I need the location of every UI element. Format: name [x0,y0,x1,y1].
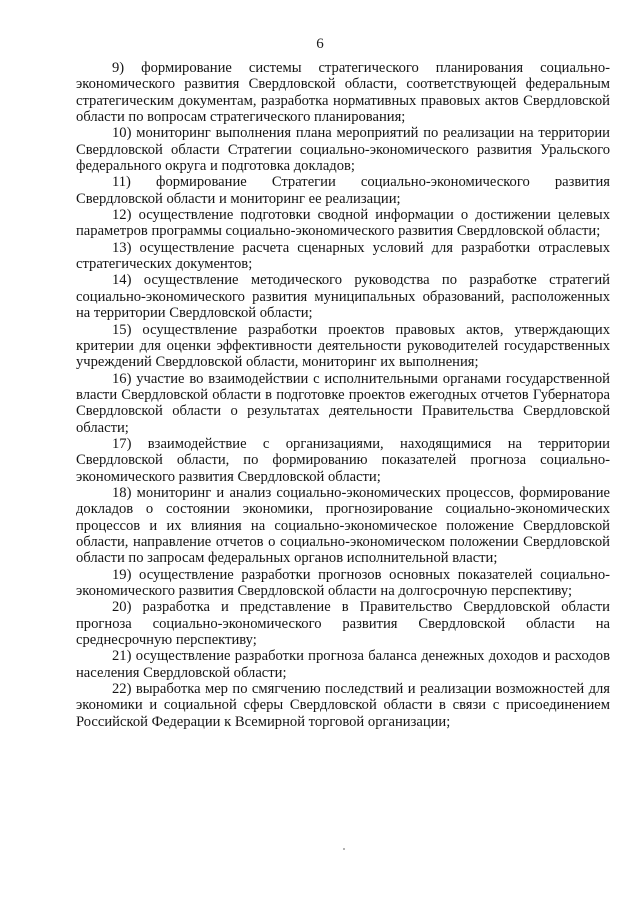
list-item-13: 13) осуществление расчета сценарных условий для разработки отраслевых стратегических документов; [76,239,610,273]
list-item-11: 11) формирование Стратегии социально-экономического развития Свердловской области и мониторинг ее реализации; [76,174,610,207]
list-item-14: 14) осуществление методического руководства по разработке стратегий социально-экономического развития муниципальных образований, расположенных на территории Свердловской области; [76,272,610,322]
list-item-15: 15) осуществление разработки проектов правовых актов, утверждающих критерии для оценки эффективности деятельности руководителей государственных учреждений Свердловской области, мониторинг их выполнения; [76,321,610,371]
list-item-10: 10) мониторинг выполнения плана мероприятий по реализации на территории Свердловской области Стратегии социально-экономического развития Уральского федерального округа и подготовка докладов; [76,125,610,175]
list-item-19: 19) осуществление разработки прогнозов основных показателей социально-экономического развития Свердловской области на долгосрочную перспективу; [76,566,610,599]
scan-speck [343,848,345,850]
list-item-12: 12) осуществление подготовки сводной информации о достижении целевых параметров программы социально-экономического развития Свердловской области; [76,207,610,240]
list-item-16: 16) участие во взаимодействии с исполнительными органами государственной власти Свердловской области в подготовке проектов ежегодных отчетов Губернатора Свердловской области о результатах деятельности Правительства Свердловской области; [76,370,610,436]
list-item-21: 21) осуществление разработки прогноза баланса денежных доходов и расходов населения Свердловской области; [76,648,610,681]
list-item-18: 18) мониторинг и анализ социально-экономических процессов, формирование докладов о состоянии экономики, прогнозирование социально-экономических процессов и их влияния на социально-экономическое положение Свердловской области, направление отчетов о социально-экономическом положении Свердловской области по запросам федеральных органов исполнительной власти; [76,484,610,567]
list-item-9: 9) формирование системы стратегического планирования социально-экономического развития Свердловской области, соответствующей федеральным стратегическим документам, разработка нормативных правовых актов Свердловской области по вопросам стратегического планирования; [76,60,610,126]
list-item-22: 22) выработка мер по смягчению последствий и реализации возможностей для экономики и социальной сферы Свердловской области в связи с присоединением Российской Федерации к Всемирной торговой организации; [76,681,610,730]
list-item-20: 20) разработка и представление в Правительство Свердловской области прогноза социально-экономического развития Свердловской области на среднесрочную перспективу; [76,599,610,649]
document-body [76,60,610,730]
list-item-17: 17) взаимодействие с организациями, находящимися на территории Свердловской области, по формированию показателей прогноза социально-экономического развития Свердловской области; [76,435,610,485]
page-number: 6 [316,36,324,52]
